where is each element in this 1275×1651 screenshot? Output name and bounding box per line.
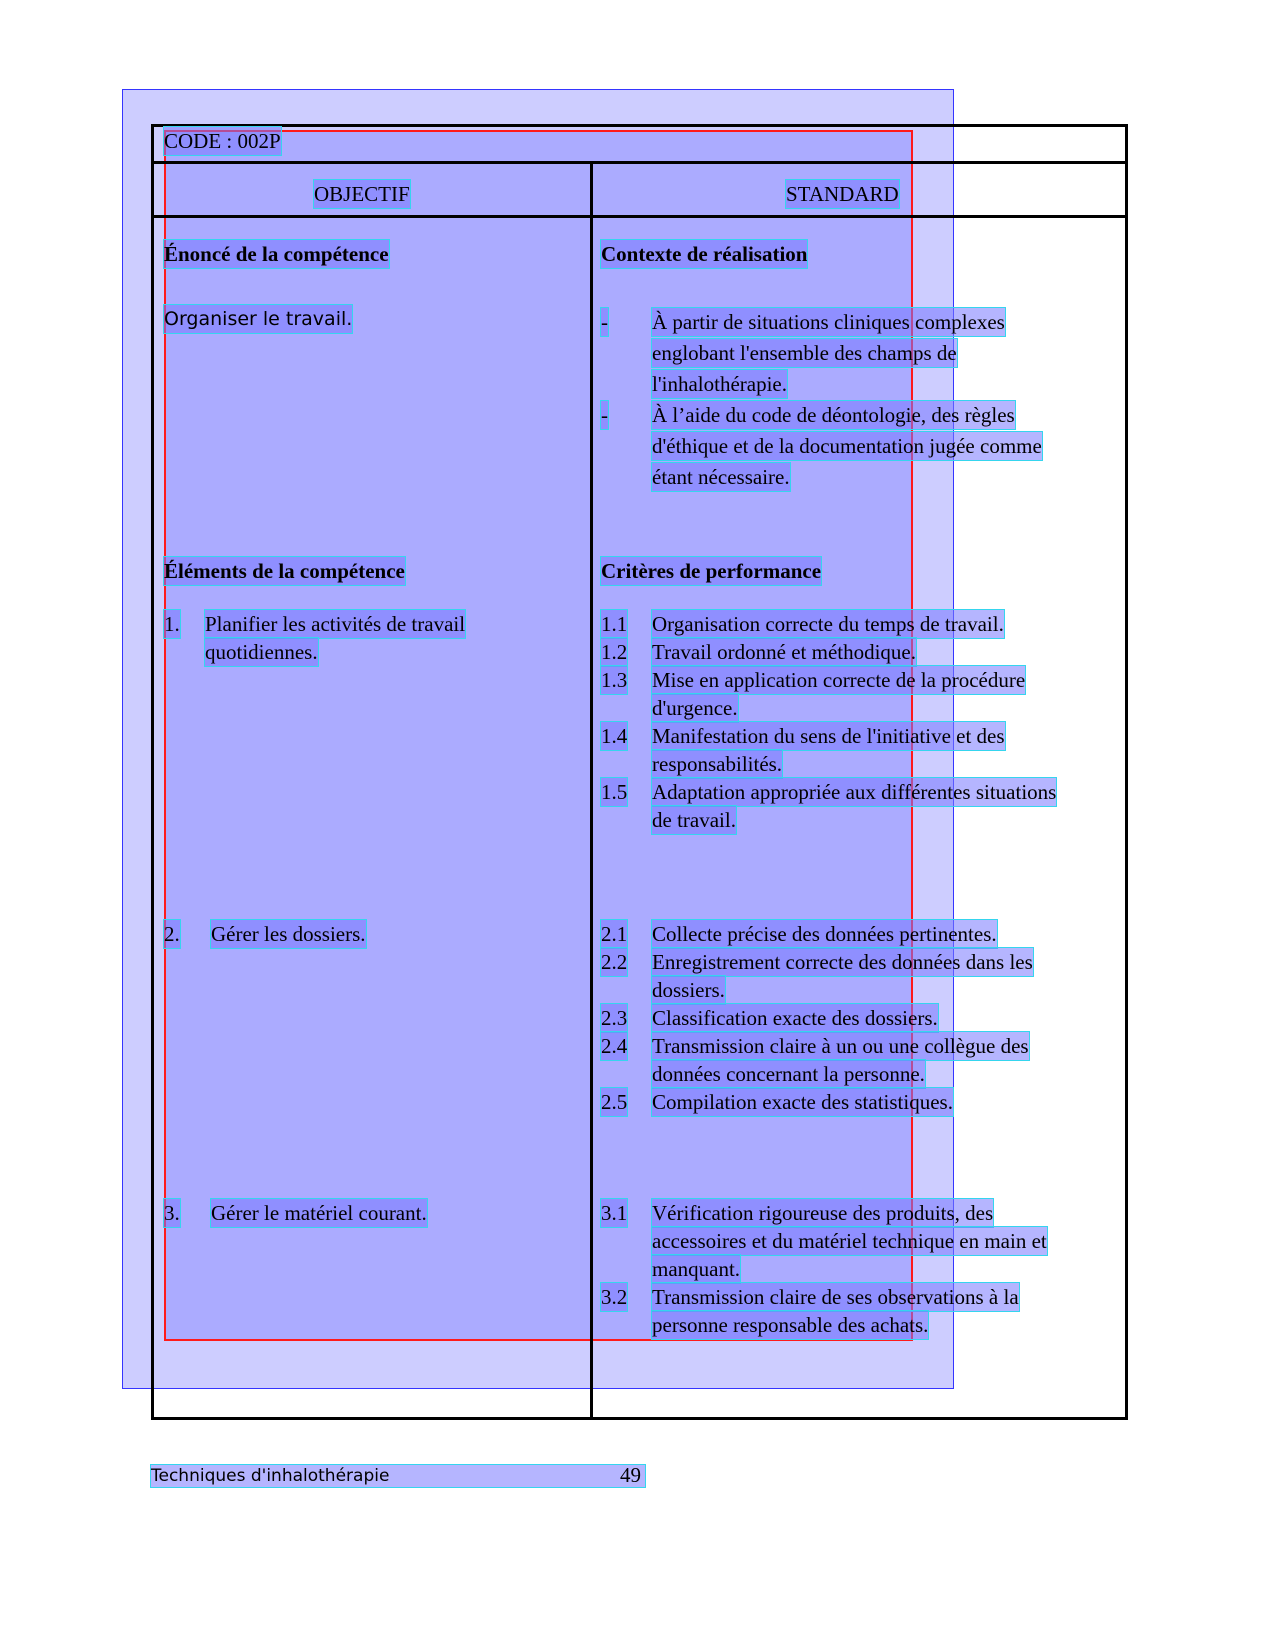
critere-number: 2.1: [601, 922, 628, 946]
critere-line: Travail ordonné et méthodique.: [652, 640, 917, 664]
header-objectif: OBJECTIF: [314, 182, 410, 206]
critere-line: Mise en application correcte de la procédure: [652, 668, 1026, 692]
contexte-line: étant nécessaire.: [652, 465, 790, 489]
critere-number: 2.5: [601, 1090, 628, 1114]
contexte-line: englobant l'ensemble des champs de: [652, 341, 957, 365]
criteres-title: Critères de performance: [601, 559, 822, 583]
table-divider-top: [151, 161, 1128, 164]
critere-line: Manifestation du sens de l'initiative et des: [652, 724, 1005, 748]
header-standard: STANDARD: [786, 182, 899, 206]
element-line: Gérer le matériel courant.: [211, 1201, 427, 1225]
footer-page-number: 49: [620, 1463, 641, 1487]
critere-line: de travail.: [652, 808, 736, 832]
element-number: 1.: [164, 612, 180, 636]
critere-line: Enregistrement correcte des données dans les: [652, 950, 1033, 974]
critere-line: Collecte précise des données pertinentes.: [652, 922, 997, 946]
code-label: CODE : 002P: [164, 129, 281, 153]
critere-number: 1.3: [601, 668, 628, 692]
element-line: Gérer les dossiers.: [211, 922, 366, 946]
critere-number: 2.3: [601, 1006, 628, 1030]
critere-line: d'urgence.: [652, 696, 738, 720]
element-number: 2.: [164, 922, 180, 946]
critere-line: Compilation exacte des statistiques.: [652, 1090, 953, 1114]
contexte-bullet: -: [601, 310, 608, 334]
contexte-line: l'inhalothérapie.: [652, 372, 787, 396]
critere-line: dossiers.: [652, 978, 725, 1002]
enonce-text: Organiser le travail.: [164, 305, 352, 333]
critere-line: accessoires et du matériel technique en main et: [652, 1229, 1047, 1253]
table-divider-column: [590, 161, 593, 1420]
critere-number: 1.2: [601, 640, 628, 664]
critere-line: Vérification rigoureuse des produits, des: [652, 1201, 994, 1225]
critere-line: responsabilités.: [652, 752, 783, 776]
critere-line: manquant.: [652, 1257, 741, 1281]
critere-number: 1.1: [601, 612, 628, 636]
critere-number: 2.2: [601, 950, 628, 974]
contexte-line: À l’aide du code de déontologie, des règles: [652, 403, 1015, 427]
critere-number: 1.5: [601, 780, 628, 804]
critere-line: Organisation correcte du temps de travail.: [652, 612, 1004, 636]
critere-line: données concernant la personne.: [652, 1062, 925, 1086]
element-line: quotidiennes.: [205, 640, 318, 664]
critere-line: Transmission claire à un ou une collègue des: [652, 1034, 1029, 1058]
contexte-bullet: -: [601, 403, 608, 427]
critere-number: 2.4: [601, 1034, 628, 1058]
elements-title: Éléments de la compétence: [164, 559, 405, 583]
contexte-line: À partir de situations cliniques complexes: [652, 310, 1005, 334]
critere-line: Transmission claire de ses observations à la: [652, 1285, 1019, 1309]
contexte-line: d'éthique et de la documentation jugée comme: [652, 434, 1042, 458]
critere-line: Adaptation appropriée aux différentes situations: [652, 780, 1057, 804]
critere-number: 3.2: [601, 1285, 628, 1309]
contexte-title: Contexte de réalisation: [601, 242, 808, 266]
critere-number: 3.1: [601, 1201, 628, 1225]
element-number: 3.: [164, 1201, 180, 1225]
table-divider-header: [151, 215, 1128, 218]
footer-program: Techniques d'inhalothérapie: [151, 1466, 390, 1486]
critere-line: Classification exacte des dossiers.: [652, 1006, 938, 1030]
element-line: Planifier les activités de travail: [205, 612, 466, 636]
enonce-title: Énoncé de la compétence: [164, 242, 389, 266]
critere-line: personne responsable des achats.: [652, 1313, 929, 1337]
critere-number: 1.4: [601, 724, 628, 748]
